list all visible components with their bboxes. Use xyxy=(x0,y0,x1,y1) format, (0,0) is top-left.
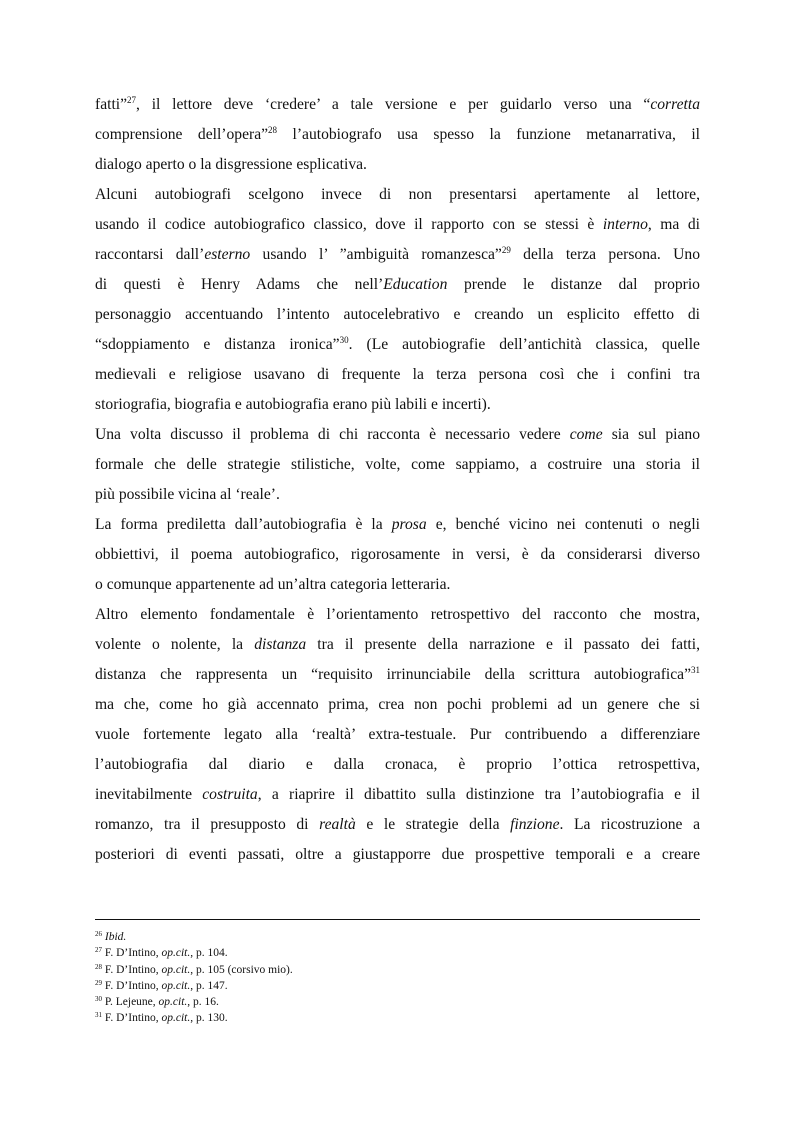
text-line xyxy=(95,210,700,240)
text-run: Una volta discusso il problema di chi racconta è necessario vedere xyxy=(95,426,570,443)
text-run: , p. 105 (corsivo mio). xyxy=(190,963,293,976)
text-run: , p. 130. xyxy=(190,1012,228,1025)
text-line xyxy=(95,390,700,420)
footnote xyxy=(95,978,700,994)
text-run: raccontarsi dall’ xyxy=(95,246,205,263)
text-line xyxy=(95,240,700,270)
italic-text: prosa xyxy=(391,516,427,533)
text-run: romanzo, tra il presupposto di xyxy=(95,816,320,833)
italic-text: come xyxy=(569,426,603,443)
text-line xyxy=(95,90,700,120)
text-line xyxy=(95,360,700,390)
text-line xyxy=(95,810,700,840)
text-line xyxy=(95,450,700,480)
text-line xyxy=(95,300,700,330)
footnote-number: 31 xyxy=(95,1011,102,1020)
text-run: formale che delle strategie stilistiche, volte, come sappiamo, a costruire una storia il xyxy=(95,456,700,473)
footnote-ref: 28 xyxy=(268,125,278,135)
italic-text: op.cit. xyxy=(161,1012,191,1025)
text-line xyxy=(95,660,700,690)
text-run: F. D’Intino, xyxy=(104,979,162,992)
page-body xyxy=(95,90,700,870)
text-run: . La ricostruzione a xyxy=(559,816,700,833)
text-run: , p. 16. xyxy=(187,996,219,1009)
footnote xyxy=(95,962,700,978)
text-run: , a riaprire il dibattito sulla distinzione tra l’autobiografia e il xyxy=(257,786,700,803)
text-run: La forma prediletta dall’autobiografia è la xyxy=(95,516,392,533)
text-run: posteriori di eventi passati, oltre a giustapporre due prospettive temporali e a creare xyxy=(95,846,700,863)
text-line xyxy=(95,600,700,630)
text-run: distanza che rappresenta un “requisito irrinunciabile della scrittura autobiografica” xyxy=(95,666,691,683)
text-line xyxy=(95,540,700,570)
text-run: F. D’Intino, xyxy=(104,963,162,976)
text-run: volente o nolente, la xyxy=(95,636,255,653)
footnote-ref: 30 xyxy=(339,335,349,345)
text-run: , p. 104. xyxy=(190,947,228,960)
text-run: P. Lejeune, xyxy=(104,996,159,1009)
text-line xyxy=(95,270,700,300)
footnote-number: 28 xyxy=(95,962,102,971)
italic-text: finzione xyxy=(510,816,560,833)
text-line xyxy=(95,510,700,540)
text-run: comprensione dell’opera” xyxy=(95,126,269,143)
text-run: sia sul piano xyxy=(602,426,700,443)
text-run: F. D’Intino, xyxy=(104,1012,162,1025)
text-line xyxy=(95,120,700,150)
text-line xyxy=(95,420,700,450)
footnote-number: 27 xyxy=(95,946,102,955)
text-line xyxy=(95,750,700,780)
footnote xyxy=(95,1010,700,1026)
text-run: prende le distanze dal proprio xyxy=(447,276,700,293)
footnote-number: 30 xyxy=(95,995,102,1004)
footnote xyxy=(95,945,700,961)
italic-text: op.cit. xyxy=(158,996,188,1009)
text-run: o comunque appartenente ad un’altra categoria letteraria. xyxy=(95,576,451,593)
text-line xyxy=(95,330,700,360)
text-run: . (Le autobiografie dell’antichità classica, quelle xyxy=(348,336,700,353)
footnote-ref: 27 xyxy=(127,95,137,105)
footnote xyxy=(95,929,700,945)
text-line xyxy=(95,150,700,180)
text-run: personaggio accentuando l’intento autocelebrativo e creando un esplicito effetto di xyxy=(95,306,700,323)
body-text xyxy=(95,90,700,870)
text-run: usando l’ ”ambiguità romanzesca” xyxy=(250,246,502,263)
italic-text: costruita xyxy=(202,786,258,803)
text-run: usando il codice autobiografico classico, dove il rapporto con se stessi è xyxy=(95,216,603,233)
text-line xyxy=(95,570,700,600)
text-line xyxy=(95,840,700,870)
footnotes xyxy=(95,929,700,1027)
text-run: della terza persona. Uno xyxy=(510,246,701,263)
text-run: ma che, come ho già accennato prima, crea non pochi problemi ad un genere che si xyxy=(95,696,700,713)
text-line xyxy=(95,480,700,510)
text-run: inevitabilmente xyxy=(95,786,203,803)
text-run: “sdoppiamento e distanza ironica” xyxy=(95,336,340,353)
italic-text: op.cit. xyxy=(161,947,191,960)
text-run: fatti” xyxy=(95,96,128,113)
text-run: più possibile vicina al ‘reale’. xyxy=(95,486,280,503)
text-run: storiografia, biografia e autobiografia erano più labili e incerti). xyxy=(95,396,491,413)
italic-text: realtà xyxy=(319,816,356,833)
text-run: l’autobiografia dal diario e dalla cronaca, è proprio l’ottica retrospettiva, xyxy=(95,756,700,773)
footnote-number: 29 xyxy=(95,978,102,987)
text-line xyxy=(95,780,700,810)
text-run: dialogo aperto o la disgressione esplicativa. xyxy=(95,156,367,173)
text-run: e, benché vicino nei contenuti o negli xyxy=(426,516,700,533)
text-run: di questi è Henry Adams che nell’ xyxy=(95,276,384,293)
text-run: l’autobiografo usa spesso la funzione metanarrativa, il xyxy=(277,126,700,143)
italic-text: Ibid. xyxy=(104,931,127,943)
text-run: , ma di xyxy=(647,216,700,233)
footnote-ref: 29 xyxy=(501,245,511,255)
text-line xyxy=(95,690,700,720)
text-run: F. D’Intino, xyxy=(104,947,162,960)
footnote-separator xyxy=(95,919,700,920)
footnote-number: 26 xyxy=(95,930,102,938)
text-run: Altro elemento fondamentale è l’orientamento retrospettivo del racconto che mostra, xyxy=(95,606,700,623)
text-line xyxy=(95,630,700,660)
italic-text: interno xyxy=(602,216,648,233)
footnote-ref: 31 xyxy=(691,665,700,675)
text-line xyxy=(95,180,700,210)
text-run: e le strategie della xyxy=(355,816,511,833)
italic-text: op.cit. xyxy=(161,979,191,992)
italic-text: distanza xyxy=(254,636,307,653)
text-run: , il lettore deve ‘credere’ a tale versione e per guidarlo verso una “ xyxy=(136,96,651,113)
text-run: medievali e religiose usavano di frequente la terza persona così che i confini tra xyxy=(95,366,700,383)
italic-text: corretta xyxy=(650,96,700,113)
italic-text: op.cit. xyxy=(161,963,191,976)
text-run: tra il presente della narrazione e il passato dei fatti, xyxy=(306,636,700,653)
italic-text: esterno xyxy=(204,246,251,263)
footnote xyxy=(95,994,700,1010)
text-run: obbiettivi, il poema autobiografico, rigorosamente in versi, è da considerarsi diverso xyxy=(95,546,700,563)
italic-text: Education xyxy=(383,276,448,293)
text-line xyxy=(95,720,700,750)
text-run: , p. 147. xyxy=(190,979,228,992)
text-run: vuole fortemente legato alla ‘realtà’ extra-testuale. Pur contribuendo a differenziare xyxy=(95,726,700,743)
text-run: Alcuni autobiografi scelgono invece di non presentarsi apertamente al lettore, xyxy=(95,186,700,203)
